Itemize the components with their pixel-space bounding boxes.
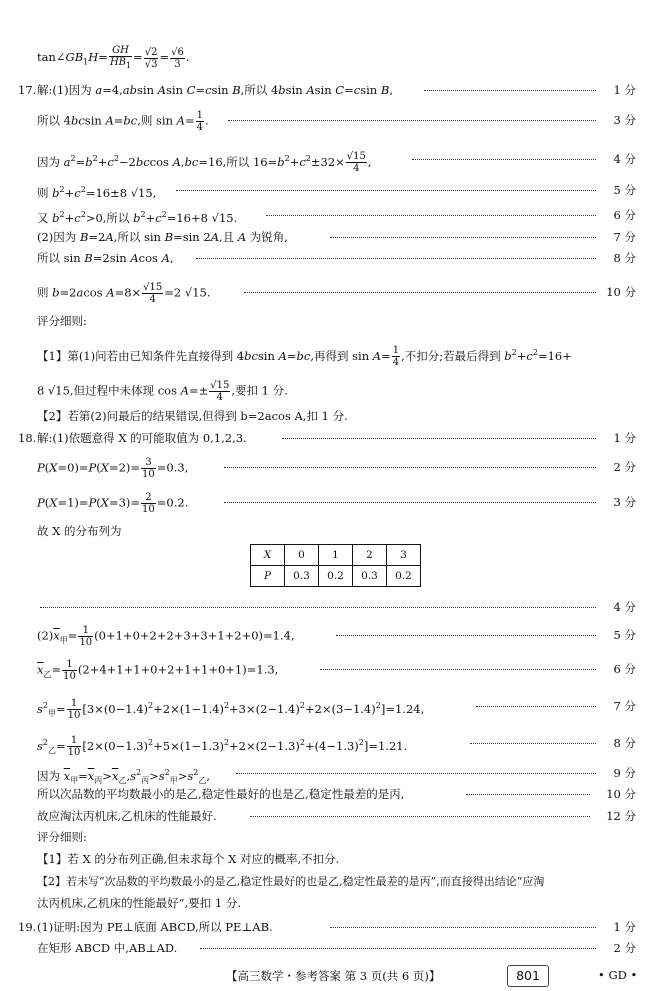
q17-step-1-points: 1 分 bbox=[613, 83, 636, 97]
q18-step-6-text: $(2)\overline{x}_甲=$ $\frac{1}{10}$ (0+1+0+2+2+3+3+1+2+0)=1.4, bbox=[37, 625, 295, 648]
q18-step-3-text: P(X=1)=P(X=3)= $\frac{2}{10}$ =0.2. bbox=[37, 492, 189, 515]
q18-grading-title-text: 评分细则: bbox=[37, 830, 87, 844]
q18-step-4-text: 故 X 的分布列为 bbox=[37, 524, 122, 538]
q17-step-7 bbox=[0, 248, 652, 268]
table-cell: 0.3 bbox=[285, 566, 319, 587]
table-cell: 0.3 bbox=[353, 566, 387, 587]
q18-step-8 bbox=[0, 696, 652, 722]
q17-number: 17. bbox=[18, 83, 37, 97]
leader-dots bbox=[412, 159, 596, 160]
leader-dots bbox=[228, 120, 596, 121]
table-cell: 0.2 bbox=[319, 566, 353, 587]
q17-grading-1a bbox=[0, 343, 652, 369]
q17-grading-2 bbox=[0, 406, 652, 426]
q18-step-8-points: 7 分 bbox=[613, 699, 636, 713]
q17-step-4-points: 5 分 bbox=[613, 183, 636, 197]
table-cell: 0.2 bbox=[387, 566, 421, 587]
q18-step-2-points: 2 分 bbox=[613, 460, 636, 474]
q18-step-7-points: 6 分 bbox=[613, 662, 636, 676]
q17-step-3-text: 因为 $a^2=b^2+c^2-2bccos$ A,bc=16,所以 $16=b^2+c^2\pm 32\times$ $\frac{√15}{4}$ , bbox=[37, 151, 372, 175]
q19-number: 19. bbox=[18, 920, 37, 934]
q18-grading-1 bbox=[0, 849, 652, 869]
q19-step-1 bbox=[0, 917, 652, 937]
q17-step-4-text: 则 $b^2+c^2=16\pm 8$ √15, bbox=[37, 185, 157, 200]
q18-step-10-text: 因为 $\overline{x}_甲=\overline{x}_丙>\overline{x}_乙,s^2_丙>s^2_甲>s^2_乙$, bbox=[37, 768, 211, 786]
footer-tag: • GD • bbox=[598, 968, 638, 982]
q19-step-2-points: 2 分 bbox=[613, 941, 636, 955]
q18-grading-2a-text: 【2】若未写“次品数的平均数最小的是乙,稳定性最好的也是乙,稳定性最差的是丙”,而直接得出结论“应淘 bbox=[37, 875, 545, 888]
q17-step-8-points: 10 分 bbox=[606, 285, 636, 299]
q18-step-7-text: $\overline{x}_乙=$ $\frac{1}{10}$ (2+4+1+1+0+2+1+1+0+1)=1.3, bbox=[37, 659, 279, 682]
q17-step-8-text: 则 b=2acos A=8× $\frac{√15}{4}$ =2 √15. bbox=[37, 282, 211, 305]
q18-step-6 bbox=[0, 625, 652, 648]
leader-dots bbox=[196, 258, 596, 259]
table-cell: P bbox=[251, 566, 285, 587]
distribution-table bbox=[250, 544, 421, 587]
leader-dots bbox=[224, 502, 596, 503]
q18-step-9-text: $s^2_乙=$ $\frac{1}{10}$ $[2\times(0-1.3)^2+5\times(1-1.3)^2+2\times(2-1.3)^2+(4-1.3)^2]=1.21$. bbox=[37, 735, 408, 759]
q17-step-7-text: 所以 sin B=2sin Acos A, bbox=[37, 251, 174, 265]
q17-grading-1b-text: 8 √15,但过程中未体现 cos A=± $\frac{√15}{4}$ ,要扣 1 分. bbox=[37, 380, 288, 403]
q18-step-1-text: 解:(1)依题意得 X 的可能取值为 0,1,2,3. bbox=[37, 431, 247, 445]
table-row bbox=[251, 566, 421, 587]
q18-step-7 bbox=[0, 659, 652, 682]
leader-dots bbox=[336, 635, 596, 636]
q18-step-1-points: 1 分 bbox=[613, 431, 636, 445]
q17-step-2-points: 3 分 bbox=[613, 113, 636, 127]
leader-dots bbox=[266, 215, 596, 216]
q19-step-2 bbox=[0, 938, 652, 958]
q18-step-11-points: 10 分 bbox=[606, 787, 636, 801]
q17-step-8 bbox=[0, 282, 652, 305]
leader-dots bbox=[476, 706, 596, 707]
q18-step-11-text: 所以次品数的平均数最小的是乙,稳定性最好的也是乙,稳定性最差的是丙, bbox=[37, 787, 405, 801]
q18-step-6-points: 5 分 bbox=[613, 628, 636, 642]
q18-step-12-text: 故应淘汰丙机床,乙机床的性能最好. bbox=[37, 809, 217, 823]
q18-step-10 bbox=[0, 763, 652, 786]
table-cell: 2 bbox=[353, 545, 387, 566]
q17-step-3-points: 4 分 bbox=[613, 152, 636, 166]
q17-step-7-points: 8 分 bbox=[613, 251, 636, 265]
q18-step-5-points: 4 分 bbox=[613, 600, 636, 614]
q19-step-2-text: 在矩形 ABCD 中,AB⊥AD. bbox=[37, 941, 178, 955]
q18-step-2 bbox=[0, 457, 652, 480]
q19-step-1-text: (1)证明:因为 PE⊥底面 ABCD,所以 PE⊥AB. bbox=[37, 920, 273, 934]
q17-step-2 bbox=[0, 110, 652, 133]
leader-dots bbox=[330, 927, 596, 928]
q17-step-5-text: 又 $b^2+c^2>0$,所以 $b^2+c^2=16+8$ √15. bbox=[37, 210, 238, 225]
leader-dots bbox=[40, 607, 596, 608]
leader-dots bbox=[282, 438, 596, 439]
q18-step-3 bbox=[0, 492, 652, 515]
q18-grading-title bbox=[0, 827, 652, 847]
leader-dots bbox=[330, 237, 596, 238]
q17-step-5 bbox=[0, 205, 652, 225]
q18-step-2-text: P(X=0)=P(X=2)= $\frac{3}{10}$ =0.3, bbox=[37, 457, 189, 480]
q18-step-9 bbox=[0, 733, 652, 759]
q17-step-4 bbox=[0, 180, 652, 200]
leader-dots bbox=[176, 190, 596, 191]
q18-step-9-points: 8 分 bbox=[613, 736, 636, 750]
leader-dots bbox=[200, 948, 596, 949]
q17-grading-1a-text: 【1】第(1)问若由已知条件先直接得到 4bcsin A=bc,再得到 sin A= $\frac{1}{4}$ ,不扣分;若最后得到 $b^2+c^2=16+$ bbox=[37, 345, 572, 369]
leader-dots bbox=[466, 794, 590, 795]
leader-dots bbox=[224, 467, 596, 468]
q17-grading-title bbox=[0, 311, 652, 331]
q18-step-3-points: 3 分 bbox=[613, 495, 636, 509]
footer-code-badge: 801 bbox=[507, 965, 549, 987]
tan-formula: $\tan\angle GB_1H=$ $\frac{GH}{HB_1}$ = $\frac{√2}{√3}$ = $\frac{√6}{3}$ . bbox=[37, 45, 190, 70]
q18-step-4 bbox=[0, 521, 652, 541]
q18-grading-2b bbox=[0, 893, 652, 913]
page-footer bbox=[0, 965, 652, 987]
table-cell: 0 bbox=[285, 545, 319, 566]
table-cell: X bbox=[251, 545, 285, 566]
q17-step-6-text: (2)因为 B=2A,所以 sin B=sin 2A,且 A 为锐角, bbox=[37, 230, 288, 244]
table-cell: 3 bbox=[387, 545, 421, 566]
q18-grading-1-text: 【1】若 X 的分布列正确,但未求每个 X 对应的概率,不扣分. bbox=[37, 852, 340, 866]
q18-step-12 bbox=[0, 806, 652, 826]
line-tan bbox=[0, 45, 652, 70]
table-row bbox=[251, 545, 421, 566]
q18-step-11 bbox=[0, 784, 652, 804]
q17-step-6-points: 7 分 bbox=[613, 230, 636, 244]
q18-step-12-points: 12 分 bbox=[606, 809, 636, 823]
q17-step-1-text: 解:(1)因为 a=4,absin Asin C=csin B,所以 4bsin Asin C=csin B, bbox=[37, 83, 393, 97]
q17-grading-title-text: 评分细则: bbox=[37, 314, 87, 328]
leader-dots bbox=[236, 773, 596, 774]
leader-dots bbox=[250, 816, 590, 817]
leader-dots bbox=[424, 90, 596, 91]
q17-step-6 bbox=[0, 227, 652, 247]
table-cell: 1 bbox=[319, 545, 353, 566]
q17-step-5-points: 6 分 bbox=[613, 208, 636, 222]
q18-step-10-points: 9 分 bbox=[613, 766, 636, 780]
q18-number: 18. bbox=[18, 431, 37, 445]
q17-step-2-text: 所以 4bcsin A=bc,则 sin A= $\frac{1}{4}$ . bbox=[37, 110, 209, 133]
leader-dots bbox=[244, 292, 596, 293]
leader-dots bbox=[320, 669, 596, 670]
q17-grading-2-text: 【2】若第(2)问最后的结果错误,但得到 b=2acos A,扣 1 分. bbox=[37, 409, 348, 423]
footer-title: 【高三数学・参考答案 第 3 页(共 6 页)】 bbox=[226, 969, 441, 983]
q18-step-8-text: $s^2_甲=$ $\frac{1}{10}$ $[3\times(0-1.4)^2+2\times(1-1.4)^2+3\times(2-1.4)^2+2\times(3-1.4)^2]=1.24$, bbox=[37, 698, 425, 722]
q17-grading-1b bbox=[0, 380, 652, 403]
q18-step-1 bbox=[0, 428, 652, 448]
q18-grading-2a bbox=[0, 872, 652, 892]
q17-step-3 bbox=[0, 149, 652, 175]
leader-dots bbox=[470, 743, 596, 744]
q19-step-1-points: 1 分 bbox=[613, 920, 636, 934]
q17-step-1 bbox=[0, 80, 652, 100]
q18-step-5 bbox=[0, 597, 652, 617]
q18-grading-2b-text: 汰丙机床,乙机床的性能最好”,要扣 1 分. bbox=[37, 896, 241, 910]
